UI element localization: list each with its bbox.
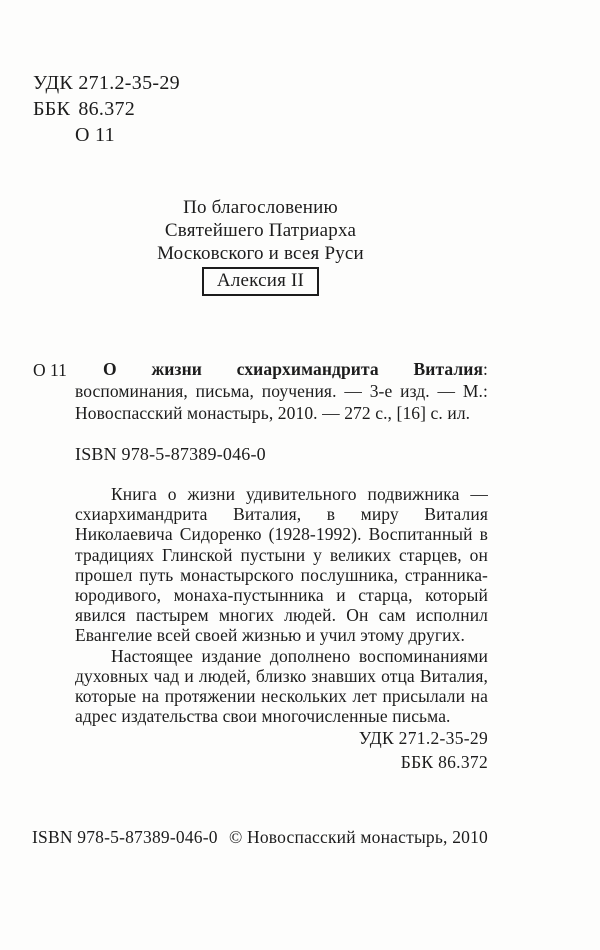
footer-line <box>32 827 488 848</box>
blessing-line-2: Святейшего Патриарха <box>164 220 357 241</box>
bbk-row <box>33 96 180 122</box>
isbn-line: ISBN 978-5-87389-046-0 <box>75 444 266 464</box>
footer-copyright: © Новоспасский монастырь, 2010 <box>228 827 488 847</box>
annotation-paragraph-1: Книга о жизни удивительного подвижника — схиархимандрита Виталия, в миру Виталия Николаевича Сидоренко (1928-1992). Воспитанный в традициях Глинской пустыни у великих старцев, он прошел путь монастырского послушника, странника-юродивого, монаха-пустынника и старца, который явился пастырем многих людей. Он сам исполнил Евангелие всей своей жизнью и учил этому других. <box>75 484 488 646</box>
patriarch-name-box: Алексия II <box>202 267 319 296</box>
bottom-classification-codes <box>359 726 488 774</box>
catalog-entry <box>33 358 488 424</box>
catalog-rest: : воспоминания, письма, поучения. — 3-е изд. — М.: Новоспасский монастырь, 2010. — 272 с., [16] с. ил. <box>75 359 488 423</box>
bbk-value: 86.372 <box>78 98 136 120</box>
bottom-bbk: ББК 86.372 <box>400 752 488 772</box>
bbk-label: ББК <box>33 98 71 120</box>
top-classification-codes <box>33 70 180 148</box>
author-sign: О 11 <box>75 124 115 146</box>
annotation-paragraph-2: Настоящее издание дополнено воспоминаниями духовных чад и людей, близко знавших отца Виталия, которые на протяжении нескольких лет присылали на адрес издательства свои многочисленные письма. <box>75 645 488 727</box>
annotation-block <box>75 484 488 726</box>
blessing-line-3: Московского и всея Руси <box>157 243 364 264</box>
blessing-line-1: По благословению <box>183 197 338 218</box>
catalog-author-sign: О 11 <box>33 360 67 380</box>
footer-isbn: ISBN 978-5-87389-046-0 <box>32 827 218 847</box>
blessing-block <box>0 196 521 296</box>
author-sign-row <box>75 122 180 148</box>
bottom-udk: УДК 271.2-35-29 <box>358 728 488 748</box>
udk-row <box>33 70 180 96</box>
catalog-title: О жизни схиархимандрита Виталия <box>103 359 484 379</box>
udk-value: 271.2-35-29 <box>78 72 180 94</box>
udk-label: УДК <box>33 72 74 94</box>
catalog-description <box>75 358 488 424</box>
